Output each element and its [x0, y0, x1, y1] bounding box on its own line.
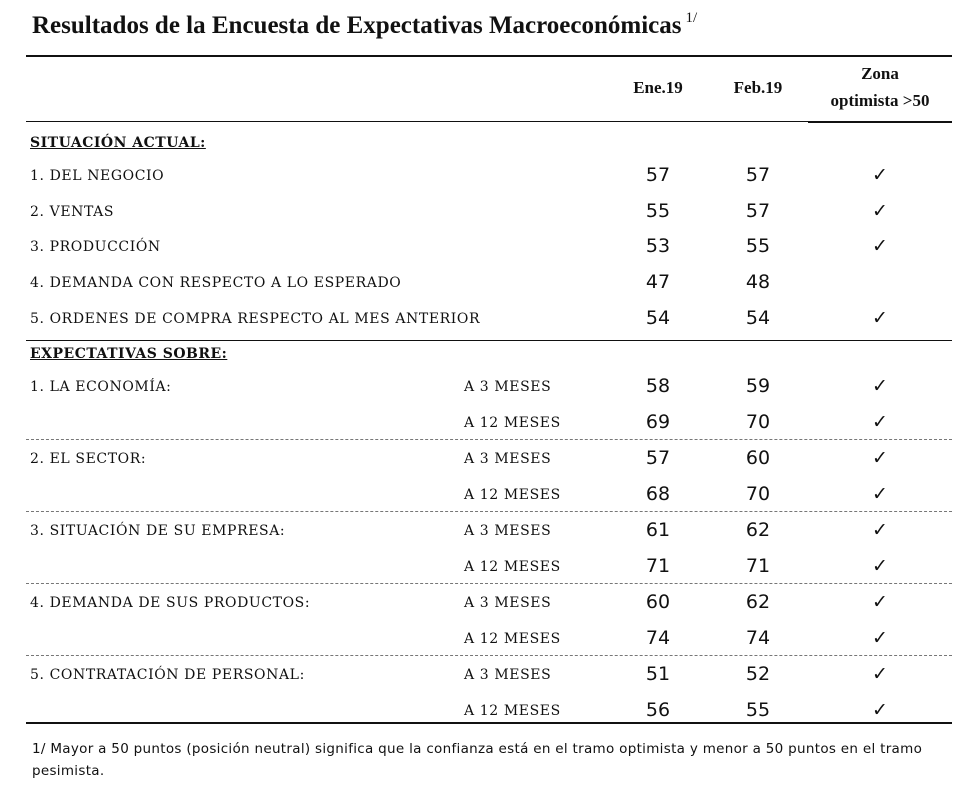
header-feb19: Feb.19 — [733, 78, 783, 97]
expectativa-feb: 71 — [745, 555, 771, 577]
situacion-row-ene: 57 — [645, 164, 671, 186]
expectativa-ene: 58 — [645, 375, 671, 397]
expectativa-feb: 62 — [745, 591, 771, 613]
header-zona: Zona — [861, 64, 899, 83]
expectativa-feb: 52 — [745, 663, 771, 685]
expectativa-horizon: A 3 MESES — [464, 523, 552, 539]
expectativa-ene: 74 — [645, 627, 671, 649]
expectativa-feb: 70 — [745, 483, 771, 505]
situacion-row-feb: 48 — [745, 271, 771, 293]
expectativa-group-label: 4. DEMANDA DE SUS PRODUCTOS: — [30, 595, 311, 611]
expectativa-feb: 70 — [745, 411, 771, 433]
check-icon: ✓ — [872, 591, 888, 613]
page-title — [32, 12, 697, 40]
situacion-row-feb: 57 — [745, 164, 771, 186]
group-divider — [26, 439, 952, 440]
top-rule — [26, 55, 952, 57]
check-icon: ✓ — [872, 235, 888, 257]
expectativa-horizon: A 3 MESES — [464, 451, 552, 467]
expectativa-ene: 71 — [645, 555, 671, 577]
expectativa-ene: 61 — [645, 519, 671, 541]
check-icon: ✓ — [872, 555, 888, 577]
expectativa-horizon: A 12 MESES — [464, 559, 561, 575]
expectativa-horizon: A 3 MESES — [464, 595, 552, 611]
group-divider — [26, 583, 952, 584]
expectativa-feb: 62 — [745, 519, 771, 541]
situacion-row-feb: 55 — [745, 235, 771, 257]
expectativa-horizon: A 12 MESES — [464, 703, 561, 719]
expectativa-ene: 57 — [645, 447, 671, 469]
expectativa-group-label: 3. SITUACIÓN DE SU EMPRESA: — [30, 523, 286, 539]
check-icon: ✓ — [872, 447, 888, 469]
situacion-row-feb: 54 — [745, 307, 771, 329]
header-rule — [26, 121, 952, 122]
expectativa-ene: 51 — [645, 663, 671, 685]
expectativa-horizon: A 12 MESES — [464, 487, 561, 503]
check-icon: ✓ — [872, 483, 888, 505]
check-icon: ✓ — [872, 307, 888, 329]
title-text: Resultados de la Encuesta de Expectativas Macroeconómicas — [32, 12, 682, 39]
situacion-row-ene: 54 — [645, 307, 671, 329]
check-icon: ✓ — [872, 519, 888, 541]
check-icon: ✓ — [872, 699, 888, 721]
situacion-row-ene: 47 — [645, 271, 671, 293]
check-icon: ✓ — [872, 375, 888, 397]
situacion-row-ene: 53 — [645, 235, 671, 257]
check-icon: ✓ — [872, 663, 888, 685]
expectativa-group-label: 2. EL SECTOR: — [30, 451, 147, 467]
expectativa-horizon: A 3 MESES — [464, 667, 552, 683]
expectativa-horizon: A 3 MESES — [464, 379, 552, 395]
section-expectativas-heading: EXPECTATIVAS SOBRE: — [30, 346, 228, 362]
situacion-row-label: 1. DEL NEGOCIO — [30, 168, 165, 184]
situacion-row-label: 5. ORDENES DE COMPRA RESPECTO AL MES ANTERIOR — [30, 311, 481, 327]
group-divider — [26, 511, 952, 512]
expectativa-feb: 60 — [745, 447, 771, 469]
expectativa-horizon: A 12 MESES — [464, 415, 561, 431]
expectativa-ene: 69 — [645, 411, 671, 433]
expectativa-feb: 74 — [745, 627, 771, 649]
situacion-row-label: 3. PRODUCCIÓN — [30, 239, 161, 255]
situacion-row-feb: 57 — [745, 200, 771, 222]
check-icon: ✓ — [872, 164, 888, 186]
group-divider — [26, 655, 952, 656]
situacion-row-label: 4. DEMANDA CON RESPECTO A LO ESPERADO — [30, 275, 402, 291]
title-footnote-mark: 1/ — [685, 10, 698, 26]
expectativa-feb: 59 — [745, 375, 771, 397]
check-icon: ✓ — [872, 411, 888, 433]
header-ene19: Ene.19 — [633, 78, 683, 97]
situacion-row-ene: 55 — [645, 200, 671, 222]
bottom-rule — [26, 722, 952, 724]
footnote: 1/ Mayor a 50 puntos (posición neutral) significa que la confianza está en el tramo optimista y menor a 50 puntos en el tramo pesimista. — [32, 741, 923, 779]
check-icon: ✓ — [872, 627, 888, 649]
section-divider — [26, 340, 952, 341]
header-optimista: optimista >50 — [830, 91, 930, 110]
section-situacion-heading: SITUACIÓN ACTUAL: — [30, 135, 206, 151]
expectativa-group-label: 1. LA ECONOMÍA: — [30, 379, 172, 395]
expectativa-group-label: 5. CONTRATACIÓN DE PERSONAL: — [30, 667, 305, 683]
expectativa-feb: 55 — [745, 699, 771, 721]
expectativa-horizon: A 12 MESES — [464, 631, 561, 647]
situacion-row-label: 2. VENTAS — [30, 204, 115, 220]
expectativa-ene: 56 — [645, 699, 671, 721]
check-icon: ✓ — [872, 200, 888, 222]
expectativa-ene: 68 — [645, 483, 671, 505]
expectativa-ene: 60 — [645, 591, 671, 613]
